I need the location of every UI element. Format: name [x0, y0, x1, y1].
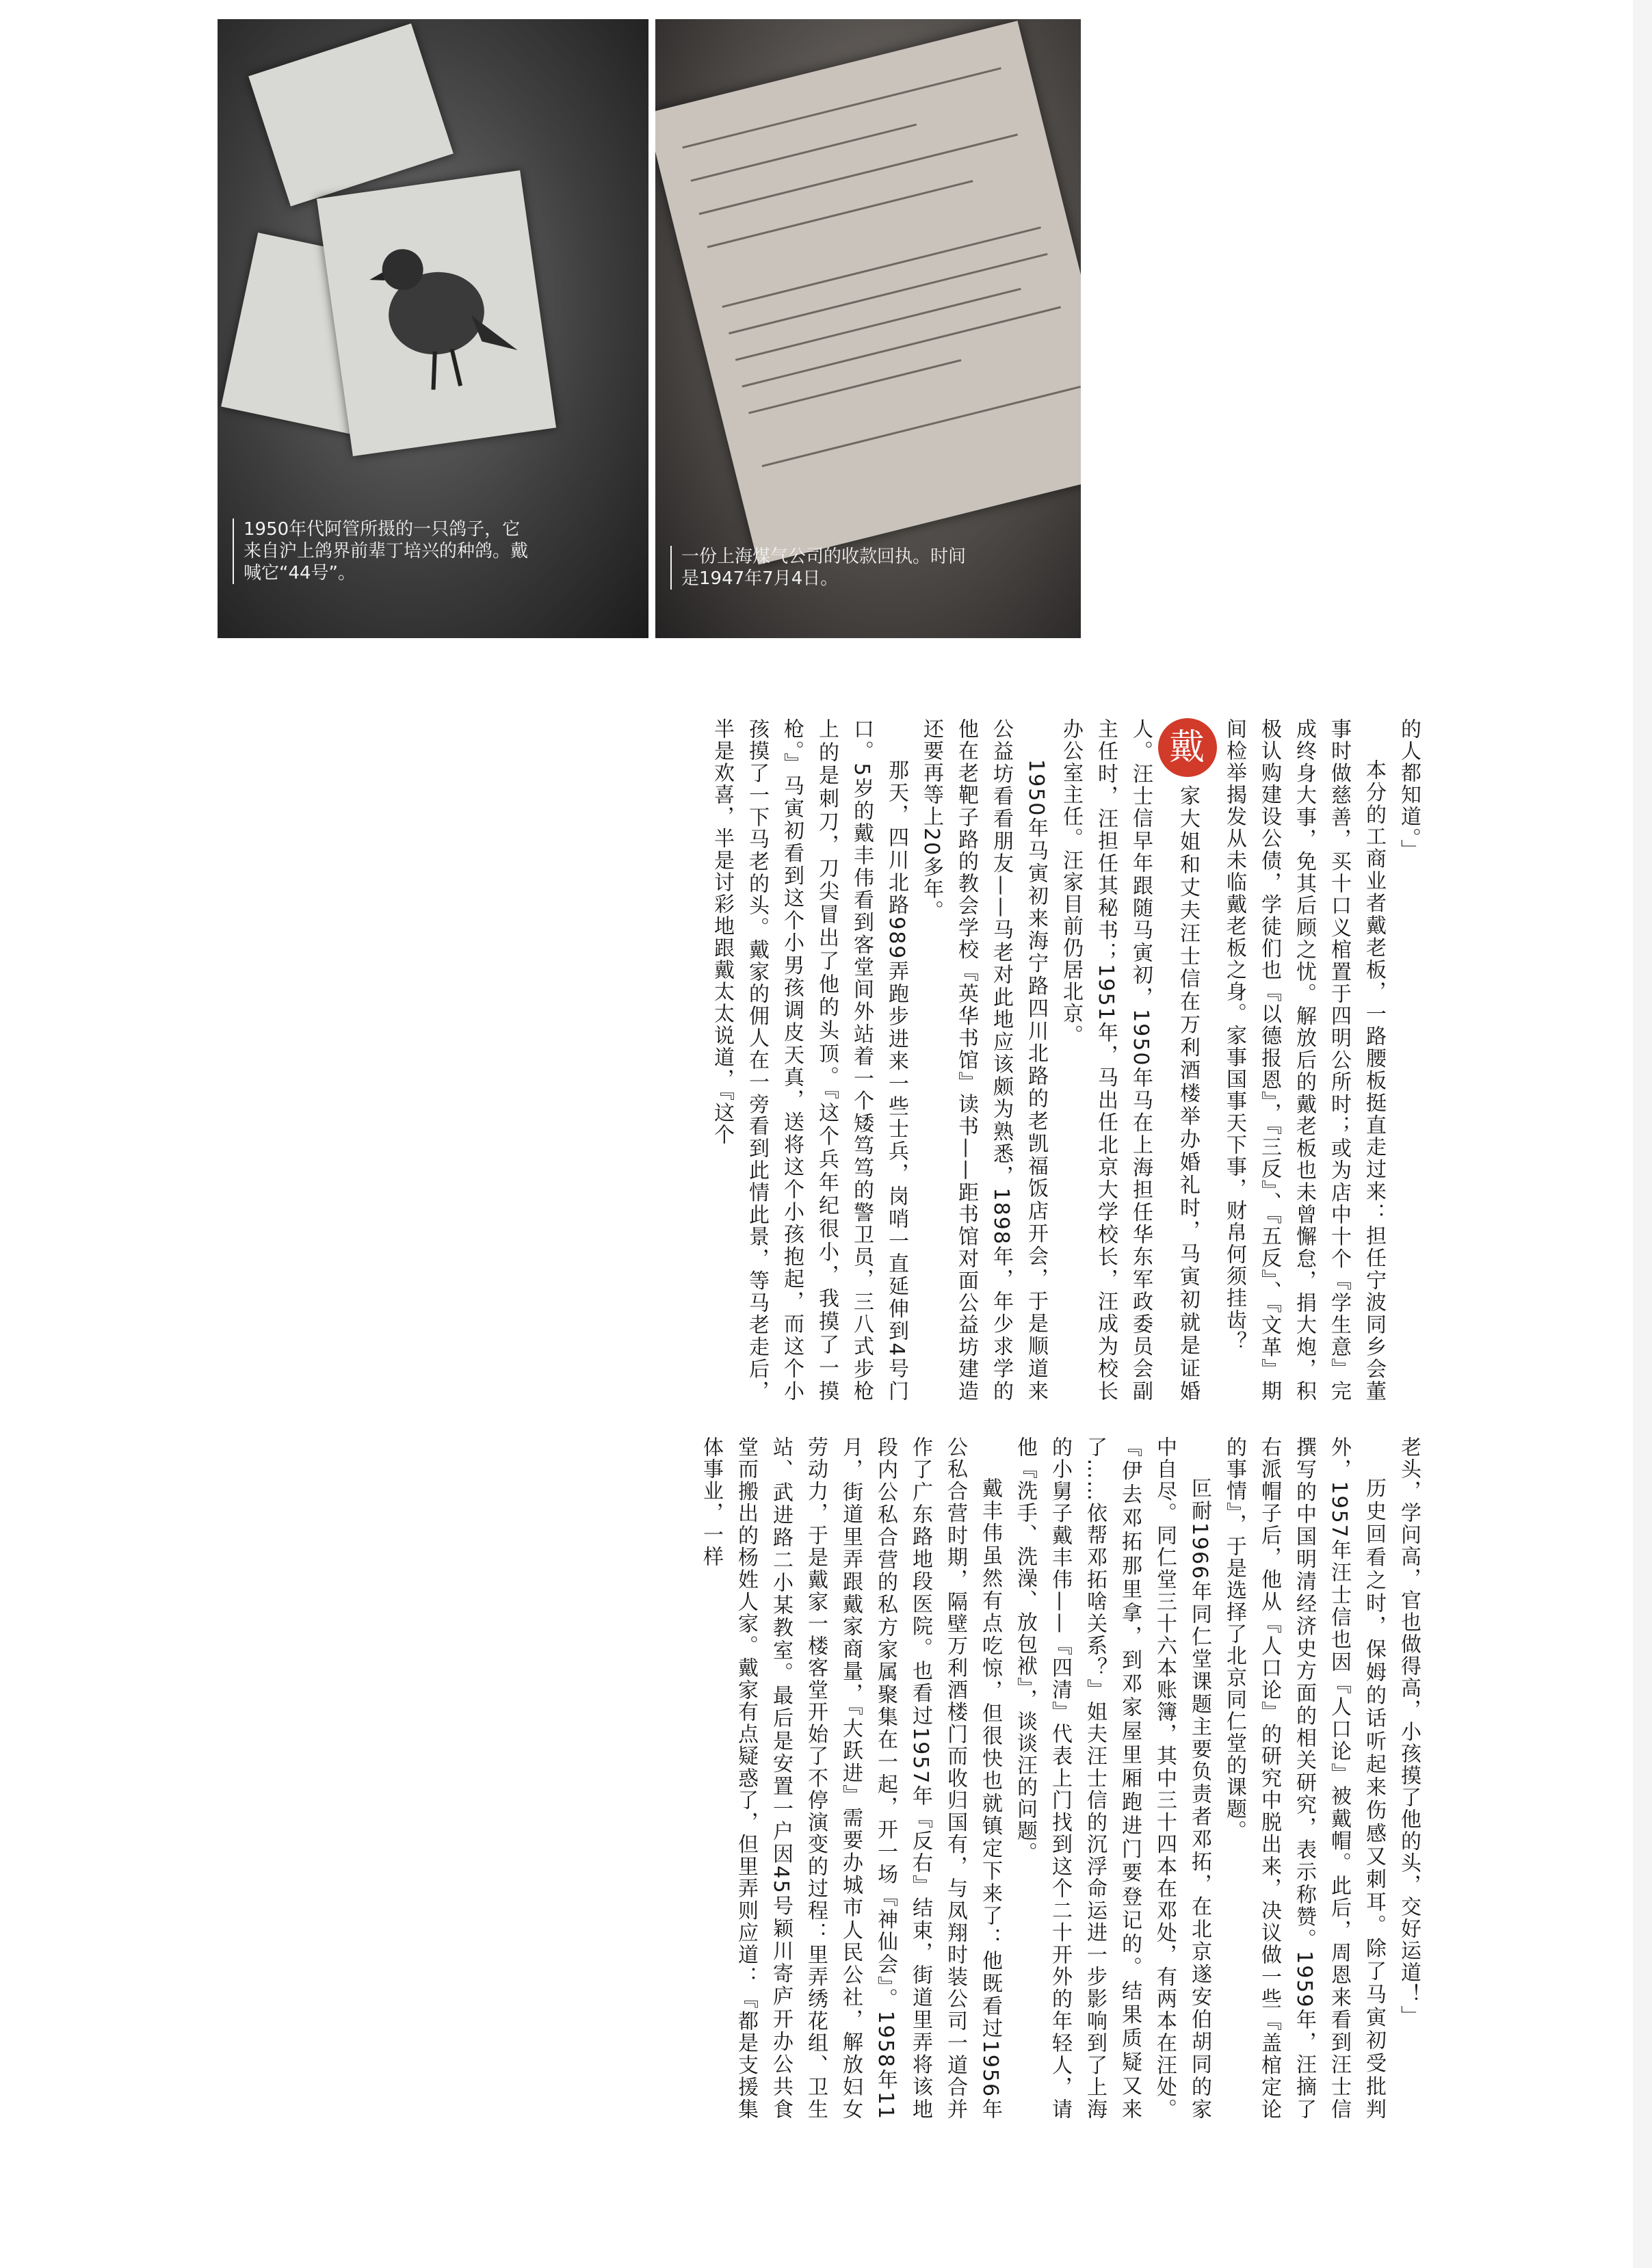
- article-paragraph: 历史回看之时，保姆的话听起来伤感又刺耳。除了马寅初受批判外，1957年汪士信也因『人口论』被戴帽。此后，周恩来看到汪士信撰写的中国明清经济史方面的相关研究，表示称赞。1959年，汪摘了右派帽子后，他从『人口论』的研究中脱出来，决议做一些『盖棺定论的事情』，于是选择了北京同仁堂的课题。: [1222, 1436, 1386, 2120]
- article-paragraph: 的人都知道。」: [1397, 718, 1421, 861]
- article-paragraph: 1950年马寅初来海宁路四川北路的老凯福饭店开会，于是顺道来公益坊看看朋友——马老对此地应该颇为熟悉，1898年，年少求学的他在老靶子路的教会学校『英华书馆』读书——距书馆对面公益坊建造还要再等上20多年。: [919, 718, 1048, 1402]
- pigeon-photo: [218, 19, 648, 638]
- pigeon-card-back: [248, 23, 454, 206]
- pigeon-illustration: [317, 170, 556, 456]
- article-paragraph: 戴丰伟虽然有点吃惊，但很快也就镇定下来了：他既看过1956年公私合营时期，隔壁万利酒楼门而收归国有，与凤翔时装公司一道合并作了广东路地段医院。也看过1957年『反右』结束，街道里弄将该地段内公私合营的私方家属聚集在一起，开一场『神仙会』。1958年11月，街道里弄跟戴家商量，『大跃进』需要办城市人民公社，解放妇女劳动力，于是戴家一楼客堂开始了不停演变的过程：里弄绣花组、卫生站、武进路二小某教室。最后是安置一户因45号颖川寄庐开办公共食堂而搬出的杨姓人家。戴家有点疑惑了，但里弄则应道：『都是支援集体事业，一样: [699, 1436, 1002, 2120]
- article-paragraph-text: 家大姐和丈夫汪士信在万利酒楼举办婚礼时，马寅初就是证婚人。汪士信早年跟随马寅初，1950年马在上海担任华东军政委员会副主任时，汪担任其秘书；1951年，马出任北京大学校长，汪成为校长办公室主任。汪家目前仍居北京。: [1059, 718, 1200, 1402]
- receipt-document: [655, 21, 1081, 564]
- receipt-photo: [655, 19, 1081, 638]
- pigeon-photo-caption: 1950年代阿管所摄的一只鸽子，它来自沪上鸽界前辈丁培兴的种鸽。戴喊它“44号”。: [233, 518, 538, 584]
- article-bottom-section: [605, 1436, 1426, 2120]
- pigeon-card-main: [317, 170, 556, 456]
- receipt-photo-caption: 一份上海煤气公司的收款回执。时间是1947年7月4日。: [670, 546, 969, 590]
- page-edge: [1633, 0, 1652, 2268]
- article-paragraph: 老头，学问高，官也做得高，小孩摸了他的头，交好运道！」: [1397, 1436, 1421, 2027]
- article-paragraph: 那天，四川北路989弄跑步进来一些士兵，岗哨一直延伸到4号门口。5岁的戴丰伟看到客堂间外站着一个矮笃笃的警卫员，三八式步枪上的是刺刀，刀尖冒出了他的头顶。『这个兵年纪很小，我摸了一摸枪。』马寅初看到这个小男孩调皮天真，送将这个小孩抱起，而这个小孩摸了一下马老的头。戴家的佣人在一旁看到此情此景，等马老走后，半是欢喜，半是讨彩地跟戴太太说道，『这个: [710, 718, 908, 1402]
- article-paragraph: 叵耐1966年同仁堂课题主要负责者邓拓，在北京遂安伯胡同的家中自尽。同仁堂三十六本账簿，其中三十四本在邓处，有两本在汪处。『伊去邓拓那里拿，到邓家屋里厢跑进门要登记的。结果质疑又来了……依帮邓拓啥关系？』姐夫汪士信的沉浮命运进一步影响到了上海的小舅子戴丰伟——『四清』代表上门找到这个二十开外的年轻人，请他『洗手、洗澡、放包袱』，谈谈汪的问题。: [1013, 1436, 1211, 2120]
- article-top-section: [605, 718, 1426, 1402]
- dai-initial-badge: 戴: [1158, 718, 1217, 777]
- article-paragraph-dai: [1053, 718, 1217, 1402]
- article-paragraph: 本分的工商业者戴老板，一路腰板挺直走过来：担任宁波同乡会董事时做慈善，买十口义棺置于四明公所时；或为店中十个『学生意』完成终身大事，免其后顾之忧。解放后的戴老板也未曾懈怠，捐大炮，积极认购建设公债，学徒们也『以德报恩』，『三反』、『五反』、『文革』期间检举揭发从未临戴老板之身。家事国事天下事，财帛何须挂齿？: [1222, 718, 1386, 1402]
